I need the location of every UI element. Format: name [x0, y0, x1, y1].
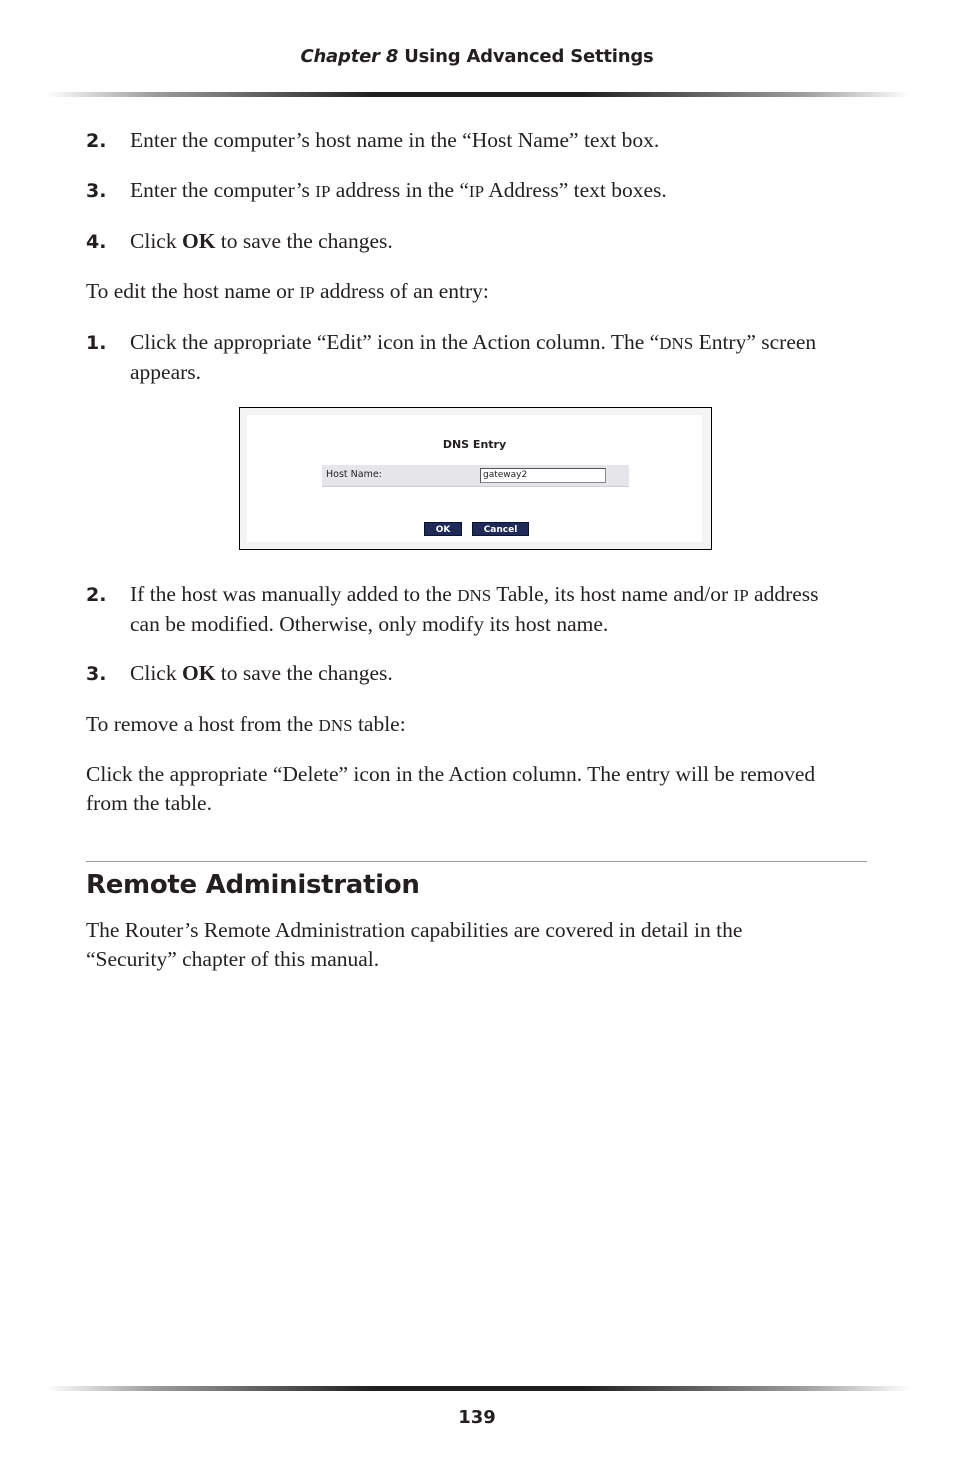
chapter-label: Chapter 8: [300, 46, 399, 67]
page-number: 139: [458, 1407, 496, 1428]
section-heading: Remote Administration: [86, 870, 420, 900]
host-name-label: Host Name:: [326, 469, 382, 480]
host-name-input[interactable]: gateway2: [480, 468, 606, 483]
section-rule: [86, 861, 867, 862]
edit-step-1: 1. Click the appropriate “Edit” icon in the Action column. The “DNS Entry” screen appears.: [86, 330, 817, 384]
step-2-host-name: 2. Enter the computer’s host name in the “Host Name” text box.: [86, 128, 660, 152]
ok-button[interactable]: OK: [424, 522, 462, 536]
running-header: [0, 46, 954, 67]
dns-entry-panel: [247, 415, 702, 542]
edit-step-3: 3. Click OK to save the changes.: [86, 661, 393, 685]
edit-intro: To edit the host name or IP address of an entry:: [86, 279, 489, 303]
header-rule: [46, 92, 910, 97]
step-4-click-ok: 4. Click OK to save the changes.: [86, 229, 393, 253]
remove-text: Click the appropriate “Delete” icon in the Action column. The entry will be removed from the table.: [86, 762, 816, 815]
section-body: The Router’s Remote Administration capabilities are covered in detail in the “Security” chapter of this manual.: [86, 918, 743, 971]
step-3-ip-address: 3. Enter the computer’s IP address in the “IP Address” text boxes.: [86, 178, 667, 202]
host-name-row: [322, 465, 629, 487]
chapter-title: Using Advanced Settings: [404, 46, 654, 67]
dns-entry-screenshot: [239, 407, 712, 550]
remove-intro: To remove a host from the DNS table:: [86, 712, 406, 736]
footer-rule: [46, 1386, 910, 1391]
dns-entry-title: DNS Entry: [442, 438, 507, 451]
cancel-button[interactable]: Cancel: [472, 522, 529, 536]
edit-step-2: 2. If the host was manually added to the DNS Table, its host name and/or IP address can be modified. Otherwise, only modify its host name.: [86, 582, 819, 636]
